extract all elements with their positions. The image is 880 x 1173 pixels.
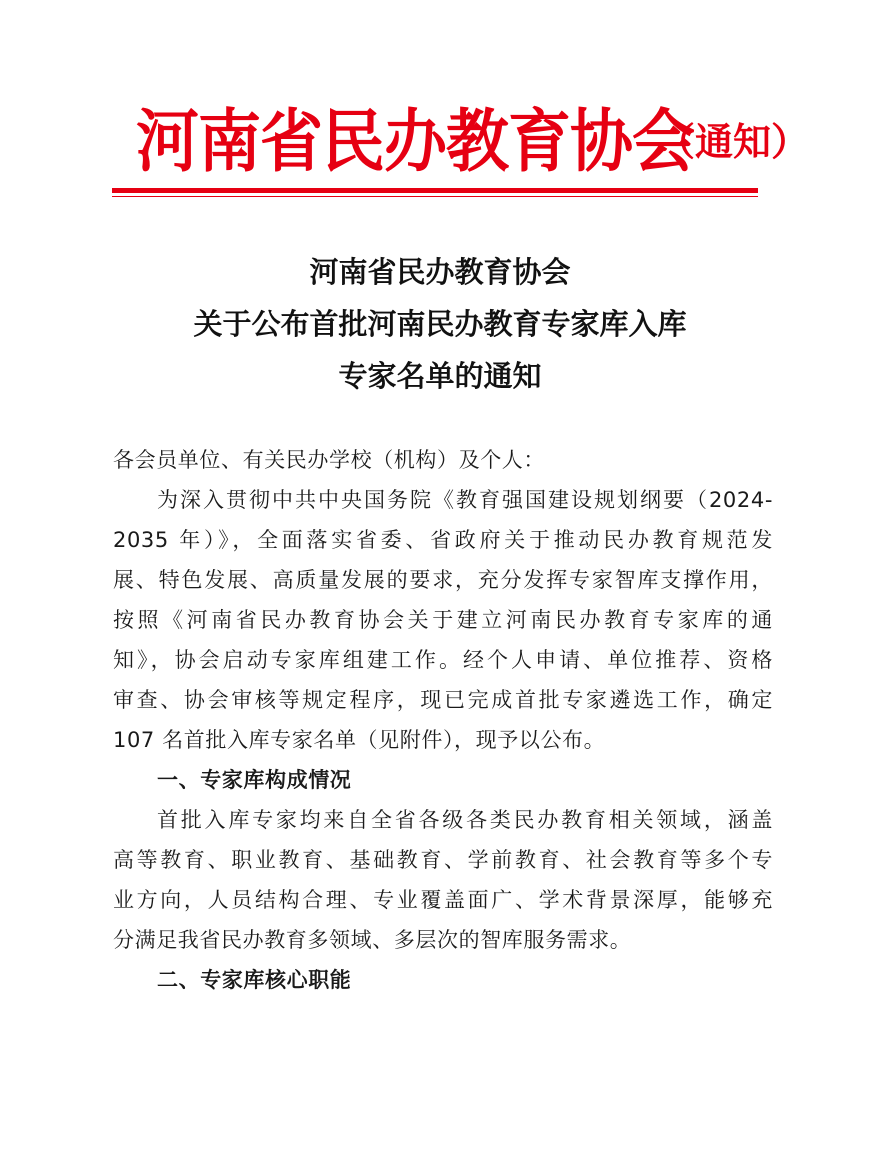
red-divider-thin [112,196,758,197]
intro-line: 2035 年）》，全面落实省委、省政府关于推动民办教育规范发 [113,528,773,552]
document-body [113,440,773,1000]
title-line-1: 河南省民办教育协会 [309,255,571,289]
section-heading-core-functions: 二、专家库核心职能 [157,968,352,992]
section1-line: 业方向，人员结构合理、专业覆盖面广、学术背景深厚，能够充 [113,888,773,912]
title-line-3: 专家名单的通知 [338,359,542,393]
intro-line: 107 名首批入库专家名单（见附件），现予以公布。 [113,728,606,752]
intro-line: 按照《河南省民办教育协会关于建立河南民办教育专家库的通 [113,608,773,632]
section-heading-composition: 一、专家库构成情况 [157,768,352,792]
intro-line: 知》，协会启动专家库组建工作。经个人申请、单位推荐、资格 [113,648,773,672]
masthead-notice-label: （通知） [657,119,810,164]
salutation: 各会员单位、有关民办学校（机构）及个人： [113,448,545,472]
section1-line: 首批入库专家均来自全省各级各类民办教育相关领域，涵盖 [157,808,773,832]
section1-line: 分满足我省民办教育多领域、多层次的智库服务需求。 [113,928,632,952]
title-line-2: 关于公布首批河南民办教育专家库入库 [193,307,687,341]
masthead [110,96,810,186]
intro-line: 审查、协会审核等规定程序，现已完成首批专家遴选工作，确定 [113,688,773,712]
document-title [0,246,880,402]
intro-line: 展、特色发展、高质量发展的要求，充分发挥专家智库支撑作用， [113,568,773,592]
intro-line: 为深入贯彻中共中央国务院《教育强国建设规划纲要（2024- [157,488,773,512]
masthead-organization: 河南省民办教育协会 [136,101,694,182]
red-divider-thick [112,188,758,193]
section1-line: 高等教育、职业教育、基础教育、学前教育、社会教育等多个专 [113,848,773,872]
